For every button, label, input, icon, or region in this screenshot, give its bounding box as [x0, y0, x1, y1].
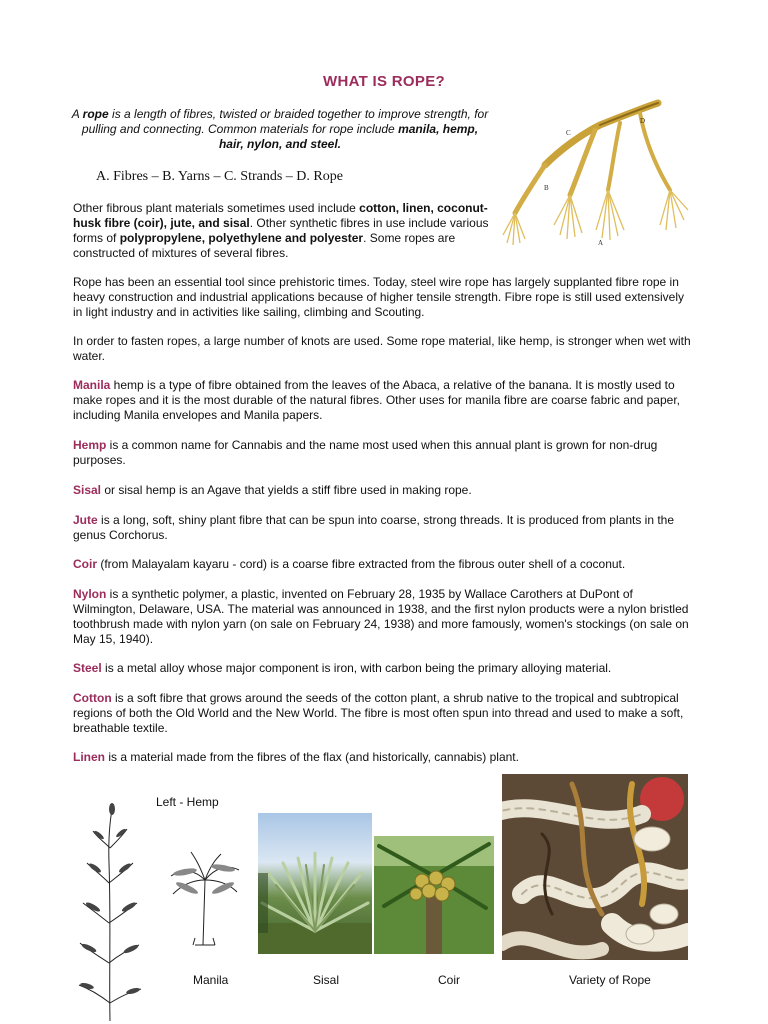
manila-plant-image: [165, 850, 245, 950]
caption-hemp: Left - Hemp: [156, 795, 219, 809]
definition-manila: Manila hemp is a type of fibre obtained from the leaves of the Abaca, a relative of the banana. It is mostly used to make ropes and it is the most durable of the natural fibres. Other uses for manila fibre are coarse fabric and paper, including Manila envelopes and Manila papers.: [73, 378, 680, 422]
materials-list: manila, hemp, hair, nylon, and steel.: [218, 122, 479, 151]
caption-manila: Manila: [193, 973, 229, 987]
definition-steel: Steel is a metal alloy whose major component is iron, with carbon being the primary alloying material.: [73, 661, 612, 675]
diagram-letter-b: B: [544, 184, 549, 192]
definition-coir: Coir (from Malayalam kayaru - cord) is a coarse fibre extracted from the fibrous outer shell of a coconut.: [73, 557, 626, 571]
sisal-photo: [258, 813, 372, 954]
caption-coir: Coir: [438, 973, 461, 987]
history-paragraph: Rope has been an essential tool since prehistoric times. Today, steel wire rope has largely supplanted fibre rope in heavy construction and industrial applications because of higher tensile strength. Fibre rope is still used extensively in light industry and in activities like sailing, climbing and Scouting.: [73, 275, 685, 319]
diagram-letter-d: D: [640, 117, 646, 125]
page-title: WHAT IS ROPE?: [323, 73, 445, 90]
caption-variety-of-rope: Variety of Rope: [569, 973, 651, 987]
knots-paragraph: In order to fasten ropes, a large number of knots are used. Some rope material, like hemp, is stronger when wet with water.: [73, 334, 691, 363]
hemp-plant-image: [75, 803, 145, 1023]
rope-variety-photo: [502, 774, 688, 960]
caption-sisal: Sisal: [313, 973, 340, 987]
definition-sisal: Sisal or sisal hemp is an Agave that yields a stiff fibre used in making rope.: [73, 483, 472, 497]
definition-nylon: Nylon is a synthetic polymer, a plastic, invented on February 28, 1935 by Wallace Carothers at DuPont of Wilmington, Delaware, USA. The material was announced in 1938, and the first nylon products were a nylon bristled toothbrush made with nylon yarn (on sale on February 24, 1938) and more famously, women's stockings (on sale on May 15, 1940).: [73, 587, 689, 646]
rope-diagram-image: [500, 95, 695, 250]
intro-paragraph: A rope is a length of fibres, twisted or braided together to improve strength, for pulling and connecting. Common materials for rope include manila, hemp, hair, nylon, and steel.: [71, 107, 489, 151]
diagram-letter-c: C: [566, 129, 571, 137]
rope-structure-legend: A. Fibres – B. Yarns – C. Strands – D. Rope: [96, 169, 343, 184]
rope-term: rope: [82, 107, 109, 121]
definition-cotton: Cotton is a soft fibre that grows around the seeds of the cotton plant, a shrub native to the tropical and subtropical regions of both the Old World and the New World. The fibre is most often spun into thread and used to make a soft, breathable textile.: [73, 691, 684, 735]
diagram-letter-a: A: [598, 239, 604, 247]
other-fibres-paragraph: Other fibrous plant materials sometimes used include cotton, linen, coconut-husk fibre (coir), jute, and sisal. Other synthetic fibres in use include various forms of polypropylene, polyethylene and polyester. Some ropes are constructed of mixtures of several fibres.: [73, 201, 489, 260]
definition-hemp: Hemp is a common name for Cannabis and the name most used when this annual plant is grown for non-drug purposes.: [73, 438, 658, 467]
definition-jute: Jute is a long, soft, shiny plant fibre that can be spun into coarse, strong threads. It is produced from plants in the genus Corchorus.: [73, 513, 675, 542]
definition-linen: Linen is a material made from the fibres of the flax (and historically, cannabis) plant.: [73, 750, 519, 764]
coir-photo: [374, 836, 494, 954]
